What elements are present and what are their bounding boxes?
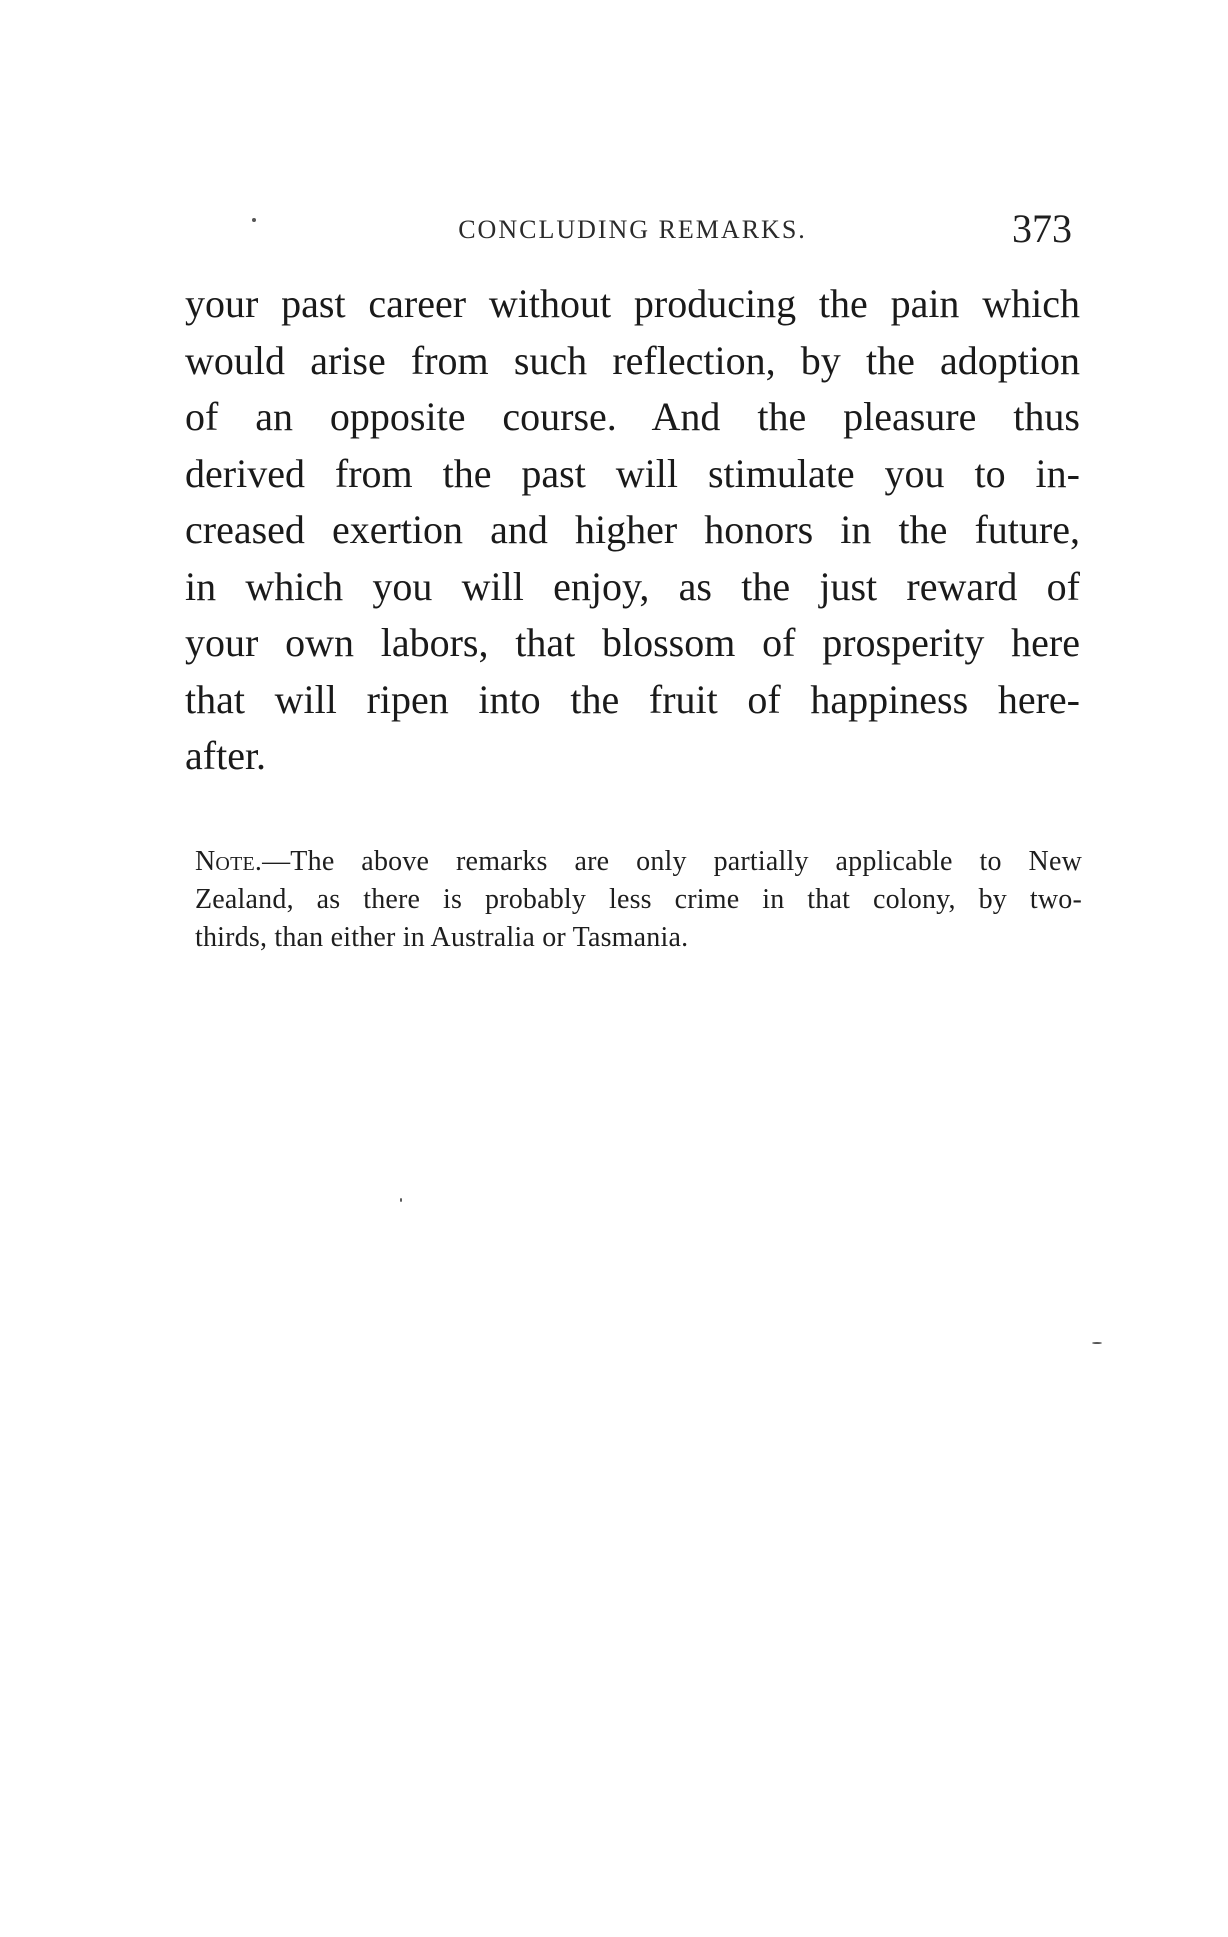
body-line: derived from the past will stimulate you to in-: [185, 450, 1080, 496]
body-line: your own labors, that blossom of prosperity here: [185, 620, 1080, 665]
body-line: in which you will enjoy, as the just reward of: [185, 563, 1080, 609]
footnote-label: Note.: [195, 846, 263, 877]
body-line: of an opposite course. And the pleasure thus: [185, 394, 1080, 439]
body-line: after.: [185, 733, 267, 778]
footnote: [195, 843, 1082, 957]
footnote-line: [195, 843, 1082, 881]
body-paragraph: [185, 276, 1080, 785]
body-line: that will ripen into the fruit of happiness here-: [185, 676, 1080, 722]
running-title: CONCLUDING REMARKS.: [458, 215, 807, 244]
body-line: creased exertion and higher honors in the future,: [185, 507, 1080, 552]
body-line: would arise from such reflection, by the adoption: [185, 337, 1080, 383]
footnote-line: thirds, than either in Australia or Tasmania.: [195, 922, 689, 953]
body-line: your past career without producing the pain which: [185, 281, 1080, 326]
print-speck: [1092, 1342, 1102, 1344]
footnote-text: —The above remarks are only partially applicable to New: [262, 846, 1082, 877]
page-number: 373: [1012, 206, 1072, 251]
print-speck: [400, 1198, 402, 1202]
running-head: [185, 205, 1080, 255]
footnote-line: Zealand, as there is probably less crime in that colony, by two-: [195, 884, 1082, 915]
